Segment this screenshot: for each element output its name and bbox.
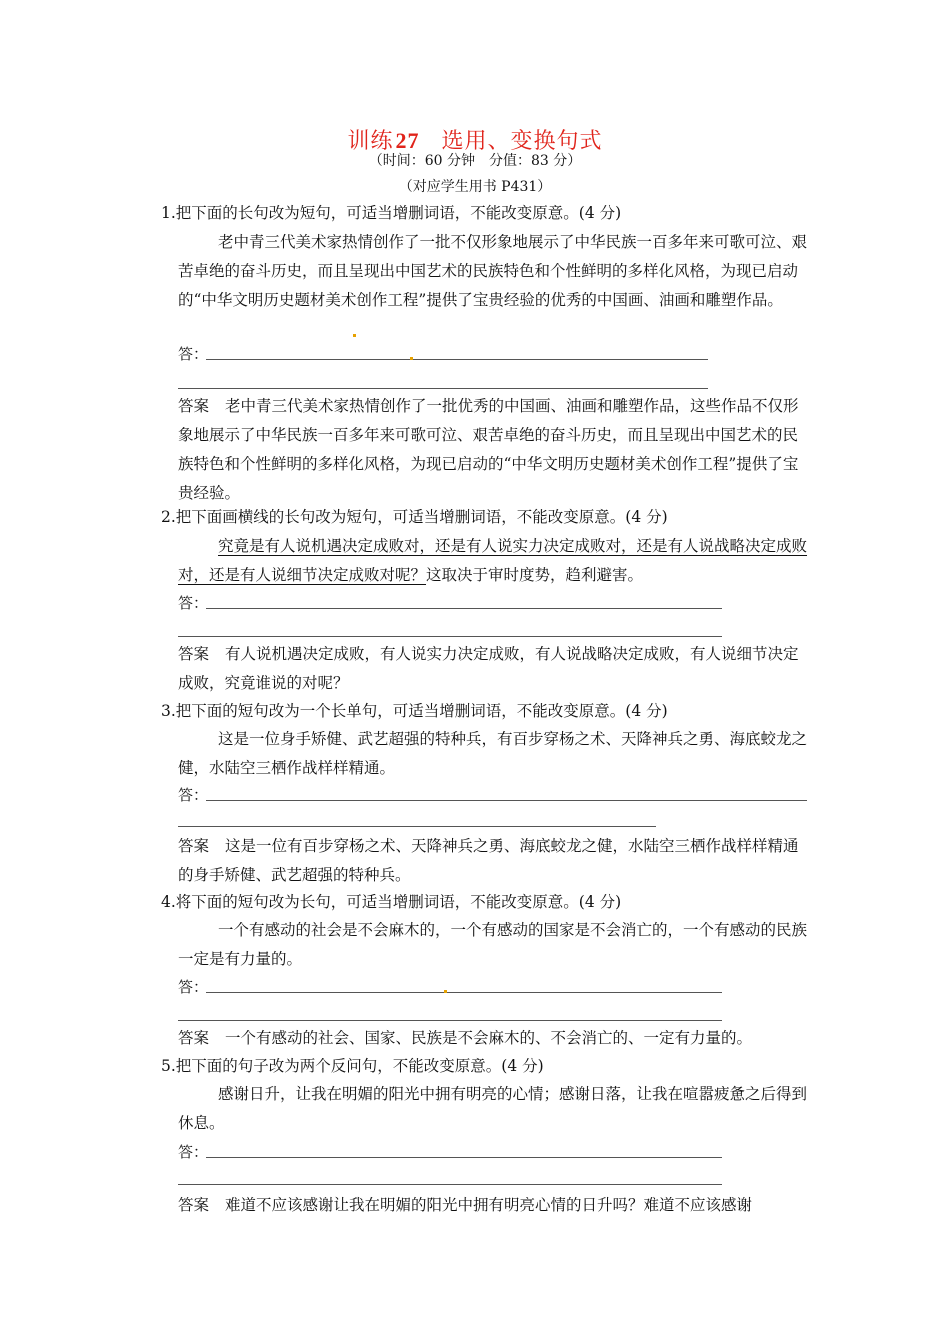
time-and-score: （时间：60 分钟 分值：83 分） [368, 153, 582, 169]
question-3-passage: 这是一位身手矫健、武艺超强的特种兵，有百步穿杨之术、天降神兵之勇、海底蛟龙之健，水陆空三栖作战样样精通。 [178, 730, 808, 777]
question-2-prompt: 2.把下面画横线的长句改为短句，可适当增删词语，不能改变原意。(4 分) [161, 508, 668, 526]
question-5-prompt: 5.把下面的句子改为两个反问句，不能改变原意。(4 分) [161, 1057, 544, 1075]
question-4-answer-key: 答案 一个有感动的社会、国家、民族是不会麻木的、不会消亡的、一定有力量的。 [178, 1029, 753, 1047]
question-5-answer-key: 答案 难道不应该感谢让我在明媚的阳光中拥有明亮心情的日升吗？难道不应该感谢 [178, 1196, 753, 1214]
book-reference: （对应学生用书 P431） [398, 179, 552, 195]
question-2-passage: 究竟是有人说机遇决定成败对，还是有人说实力决定成败对，还是有人说战略决定成败对，还是有人说细节决定成败对呢？这取决于审时度势，趋利避害。 [178, 537, 808, 584]
answer-line[interactable] [206, 992, 722, 993]
question-2-answer-key: 答案 有人说机遇决定成败，有人说实力决定成败，有人说战略决定成败，有人说细节决定成败，究竟谁说的对呢？ [178, 645, 799, 692]
question-1-prompt: 1.把下面的长句改为短句，可适当增删词语，不能改变原意。(4 分) [161, 204, 622, 222]
answer-prompt: 答： [178, 786, 209, 804]
answer-prompt: 答： [178, 345, 209, 363]
answer-prompt: 答： [178, 1143, 209, 1161]
question-4-prompt: 4.将下面的短句改为长句，可适当增删词语，不能改变原意。(4 分) [161, 893, 622, 911]
answer-line[interactable] [178, 388, 708, 389]
question-3-answer-key: 答案 这是一位有百步穿杨之术、天降神兵之勇、海底蛟龙之健，水陆空三栖作战样样精通的身手矫健、武艺超强的特种兵。 [178, 837, 799, 884]
underlined-sentence: 究竟是有人说机遇决定成败对，还是有人说实力决定成败对，还是有人说战略决定成败对，还是有人说细节决定成败对呢？ [178, 537, 808, 584]
question-3-prompt: 3.把下面的短句改为一个长单句，可适当增删词语，不能改变原意。(4 分) [161, 702, 668, 720]
stray-mark [410, 357, 413, 360]
stray-mark [353, 334, 356, 337]
title-text: 选用、变换句式 [441, 129, 603, 154]
stray-mark [444, 990, 447, 993]
title-number: 27 [395, 128, 420, 153]
answer-line[interactable] [206, 800, 807, 801]
answer-line[interactable] [206, 1157, 722, 1158]
answer-line[interactable] [178, 1020, 722, 1021]
answer-line[interactable] [178, 826, 656, 827]
answer-line[interactable] [206, 359, 708, 360]
question-1-passage: 老中青三代美术家热情创作了一批不仅形象地展示了中华民族一百多年来可歌可泣、艰苦卓绝的奋斗历史，而且呈现出中国艺术的民族特色和个性鲜明的多样化风格，为现已启动的“中华文明历史题材美术创作工程”提供了宝贵经验的优秀的中国画、油画和雕塑作品。 [178, 233, 808, 309]
answer-prompt: 答： [178, 978, 209, 996]
answer-prompt: 答： [178, 594, 209, 612]
question-4-passage: 一个有感动的社会是不会麻木的，一个有感动的国家是不会消亡的，一个有感动的民族一定是有力量的。 [178, 921, 808, 968]
answer-line[interactable] [206, 608, 722, 609]
title-prefix: 训练 [347, 129, 394, 154]
question-1-answer-key: 答案 老中青三代美术家热情创作了一批优秀的中国画、油画和雕塑作品，这些作品不仅形象地展示了中华民族一百多年来可歌可泣、艰苦卓绝的奋斗历史，而且呈现出中国艺术的民族特色和个性鲜明的多样化风格，为现已启动的“中华文明历史题材美术创作工程”提供了宝贵经验。 [178, 397, 799, 502]
question-5-passage: 感谢日升，让我在明媚的阳光中拥有明亮的心情；感谢日落，让我在喧嚣疲惫之后得到休息。 [178, 1085, 808, 1132]
answer-line[interactable] [178, 636, 722, 637]
answer-line[interactable] [178, 1184, 722, 1185]
